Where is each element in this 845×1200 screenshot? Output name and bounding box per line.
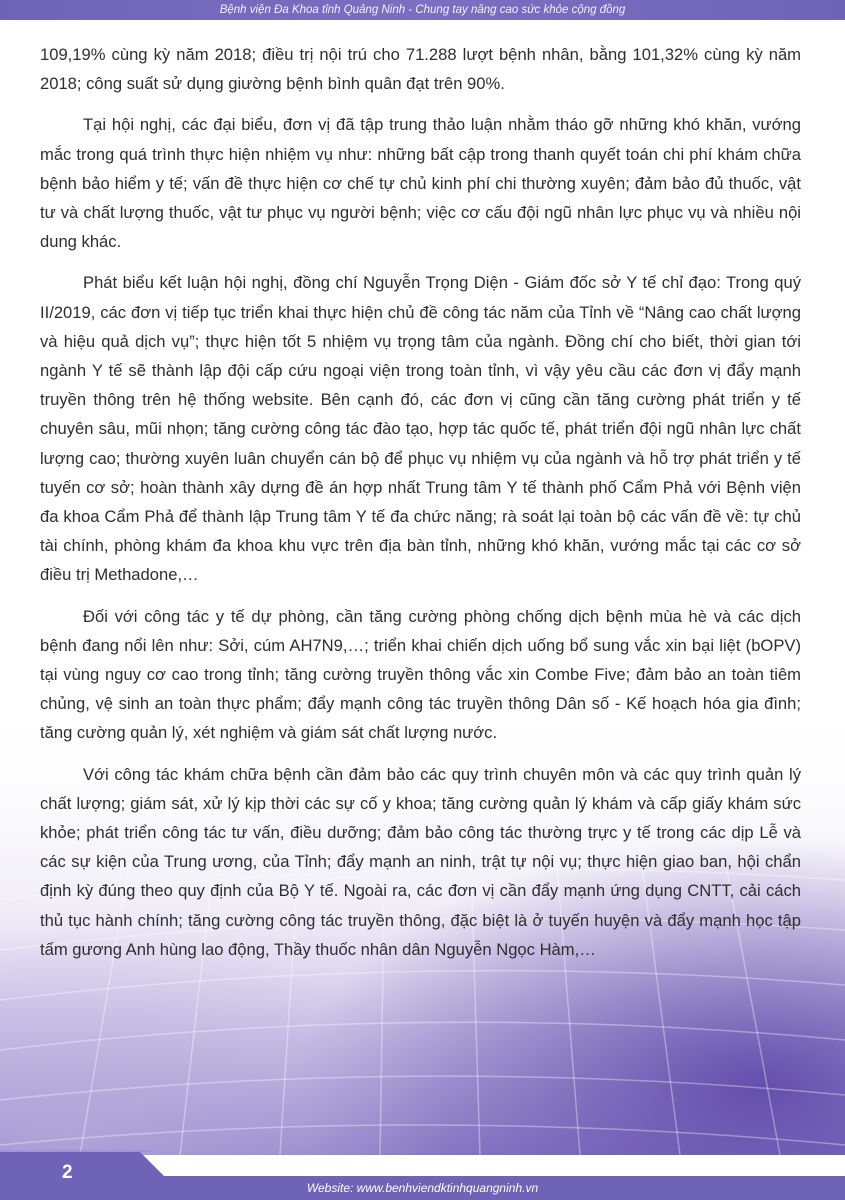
page-number: 2 bbox=[62, 1162, 73, 1183]
header-text: Bệnh viện Đa Khoa tỉnh Quảng Ninh - Chung tay nâng cao sức khỏe cộng đồng bbox=[219, 4, 626, 16]
paragraph: Tại hội nghị, các đại biểu, đơn vị đã tập trung thảo luận nhằm tháo gỡ những khó khăn, vướng mắc trong quá trình thực hiện nhiệm vụ như: những bất cập trong thanh quyết toán chi phí khám chữa bệnh bảo hiểm y tế; vấn đề thực hiện cơ chế tự chủ kinh phí chi thường xuyên; đảm bảo đủ thuốc, vật tư và chất lượng thuốc, vật tư phục vụ người bệnh; việc cơ cấu đội ngũ nhân lực phục vụ và nhiều nội dung khác. bbox=[40, 115, 801, 252]
paragraph: Với công tác khám chữa bệnh cần đảm bảo các quy trình chuyên môn và các quy trình quản lý chất lượng; giám sát, xử lý kịp thời các sự cố y khoa; tăng cường quản lý khám và cấp giấy khám sức khỏe; phát triển công tác tư vấn, điều dưỡng; đảm bảo công tác thường trực y tế trong các dịp Lễ và các sự kiện của Trung ương, của Tỉnh; đẩy mạnh an ninh, trật tự nội vụ; thực hiện giao ban, hội chẩn định kỳ đúng theo quy định của Bộ Y tế. Ngoài ra, các đơn vị cần đẩy mạnh ứng dụng CNTT, cải cách thủ tục hành chính; tăng cường công tác truyền thông, đặc biệt là ở tuyến huyện và đẩy mạnh học tập tấm gương Anh hùng lao động, Thầy thuốc nhân dân Nguyễn Ngọc Hàm,… bbox=[40, 764, 801, 959]
footer-website: Website: www.benhviendktinhquangninh.vn bbox=[306, 1181, 539, 1195]
paragraph: Phát biểu kết luận hội nghị, đồng chí Nguyễn Trọng Diện - Giám đốc sở Y tế chỉ đạo: Trong quý II/2019, các đơn vị tiếp tục triển khai thực hiện chủ đề công tác năm của Tỉnh về “Nâng cao chất lượng và hiệu quả dịch vụ”; thực hiện tốt 5 nhiệm vụ trọng tâm của ngành. Đồng chí cho biết, thời gian tới ngành Y tế sẽ thành lập đội cấp cứu ngoại viện trong toàn tỉnh, vì vậy yêu cầu các đơn vị đẩy mạnh truyền thông trên hệ thống website. Bên cạnh đó, các đơn vị cũng cần tăng cường phát triển y tế chuyên sâu, mũi nhọn; tăng cường công tác đào tạo, hợp tác quốc tế, phát triển đội ngũ nhân lực chất lượng cao; thường xuyên luân chuyển cán bộ để phục vụ nhiệm vụ của ngành và hỗ trợ phát triển y tế tuyến cơ sở; hoàn thành xây dựng đề án hợp nhất Trung tâm Y tế thành phố Cẩm Phả với Bệnh viện đa khoa Cẩm Phả để thành lập Trung tâm Y tế đa chức năng; rà soát lại toàn bộ các vấn đề về: tự chủ tài chính, phòng khám đa khoa khu vực trên địa bàn tỉnh, những khó khăn, vướng mắc tại các cơ sở điều trị Methadone,… bbox=[40, 273, 801, 585]
page-footer bbox=[0, 1176, 845, 1200]
page-header bbox=[0, 0, 845, 20]
paragraph: 109,19% cùng kỳ năm 2018; điều trị nội trú cho 71.288 lượt bệnh nhân, bằng 101,32% cùng kỳ năm 2018; công suất sử dụng giường bệnh bình quân đạt trên 90%. bbox=[40, 45, 801, 94]
paragraph: Đối với công tác y tế dự phòng, cần tăng cường phòng chống dịch bệnh mùa hè và các dịch bệnh đang nổi lên như: Sởi, cúm AH7N9,…; triển khai chiến dịch uống bổ sung vắc xin bại liệt (bOPV) tại vùng nguy cơ cao trong tỉnh; tăng cường truyền thông vắc xin Combe Five; đảm bảo an toàn tiêm chủng, vệ sinh an toàn thực phẩm; đẩy mạnh công tác truyền thông Dân số - Kế hoạch hóa gia đình; tăng cường quản lý, xét nghiệm và giám sát chất lượng nước. bbox=[40, 606, 801, 743]
article-body bbox=[40, 40, 801, 976]
